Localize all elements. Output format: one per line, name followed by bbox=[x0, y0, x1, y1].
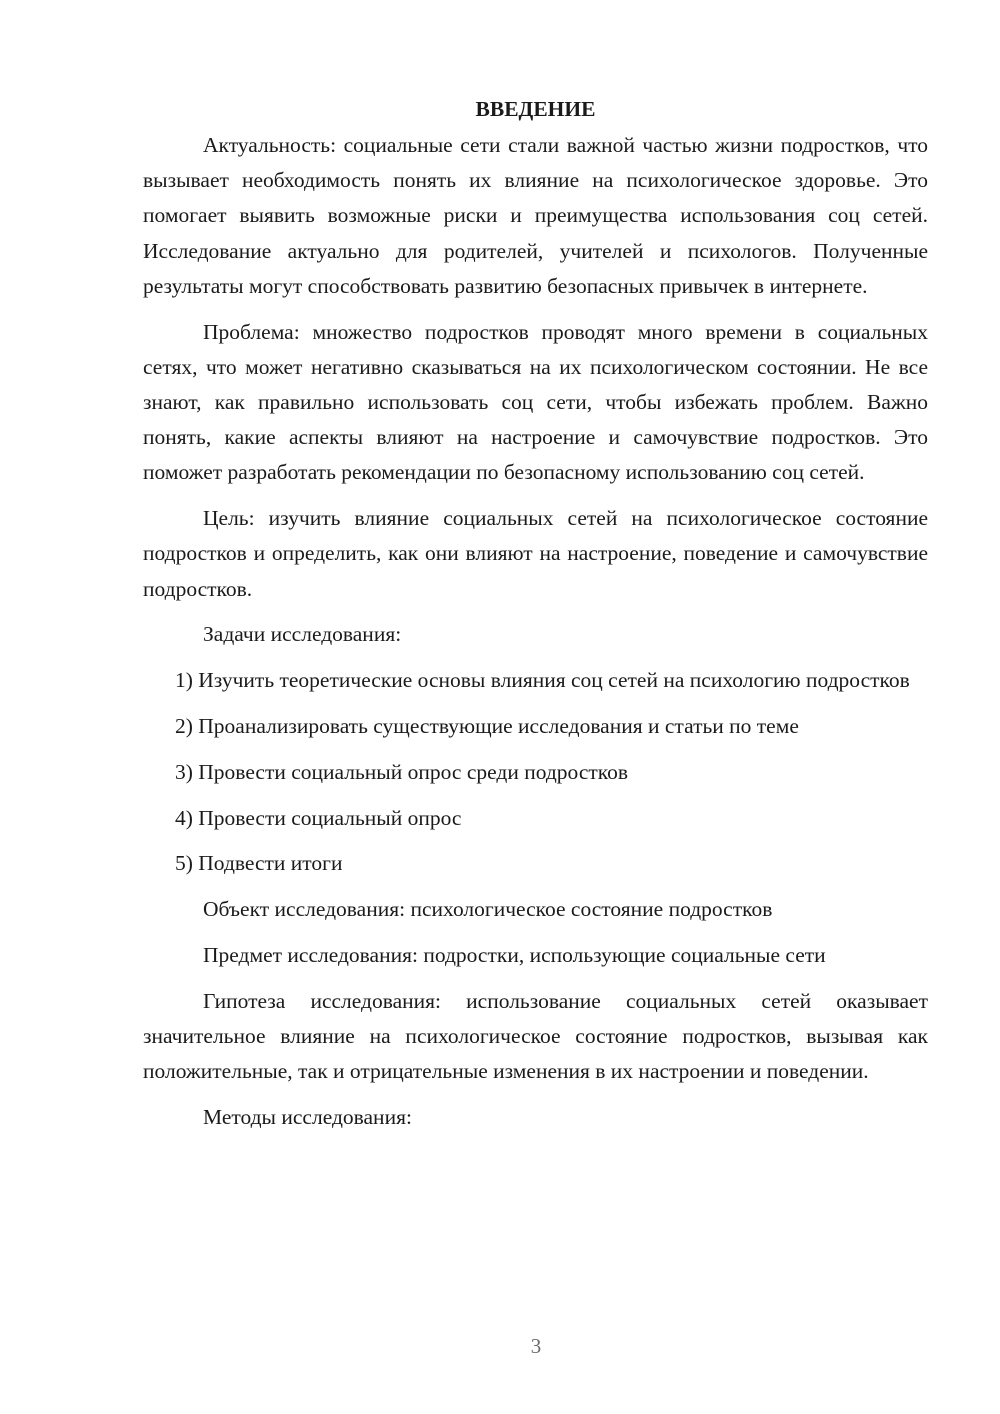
section-heading: ВВЕДЕНИЕ bbox=[475, 97, 596, 121]
problem-paragraph: Проблема: множество подростков проводят много времени в социальных сетях, что может негативно сказываться на их психологическом состоянии. Не все знают, как правильно использовать соц сети, чтобы избежать проблем. Важно понять, какие аспекты влияют на настроение и самочувствие подростков. Это поможет разработать рекомендации по безопасному использованию соц сетей. bbox=[143, 319, 928, 485]
task-item-3: 3) Провести социальный опрос среди подростков bbox=[175, 759, 629, 784]
page-number: 3 bbox=[530, 1334, 542, 1358]
task-item-4: 4) Провести социальный опрос bbox=[175, 805, 462, 830]
relevance-paragraph: Актуальность: социальные сети стали важной частью жизни подростков, что вызывает необходимость понять их влияние на психологическое здоровье. Это помогает выявить возможные риски и преимущества использования соц сетей. Исследование актуально для родителей, учителей и психологов. Полученные результаты могут способствовать развитию безопасных привычек в интернете. bbox=[143, 133, 928, 298]
methods-title: Методы исследования: bbox=[203, 1105, 412, 1129]
task-item-2: 2) Проанализировать существующие исследования и статьи по теме bbox=[175, 714, 799, 739]
goal-paragraph: Цель: изучить влияние социальных сетей на психологическое состояние подростков и определить, как они влияют на настроение, поведение и самочувствие подростков. bbox=[143, 506, 928, 601]
hypothesis-paragraph: Гипотеза исследования: использование социальных сетей оказывает значительное влияние на психологическое состояние подростков, вызывая как положительные, так и отрицательные изменения в их настроении и поведении. bbox=[143, 988, 928, 1084]
object-line: Объект исследования: психологическое состояние подростков bbox=[203, 897, 773, 922]
page-content bbox=[143, 92, 928, 1146]
task-item-5: 5) Подвести итоги bbox=[175, 851, 343, 876]
task-item-1: 1) Изучить теоретические основы влияния соц сетей на психологию подростков bbox=[175, 668, 910, 693]
subject-line: Предмет исследования: подростки, использующие социальные сети bbox=[203, 943, 826, 967]
tasks-title: Задачи исследования: bbox=[203, 622, 402, 647]
